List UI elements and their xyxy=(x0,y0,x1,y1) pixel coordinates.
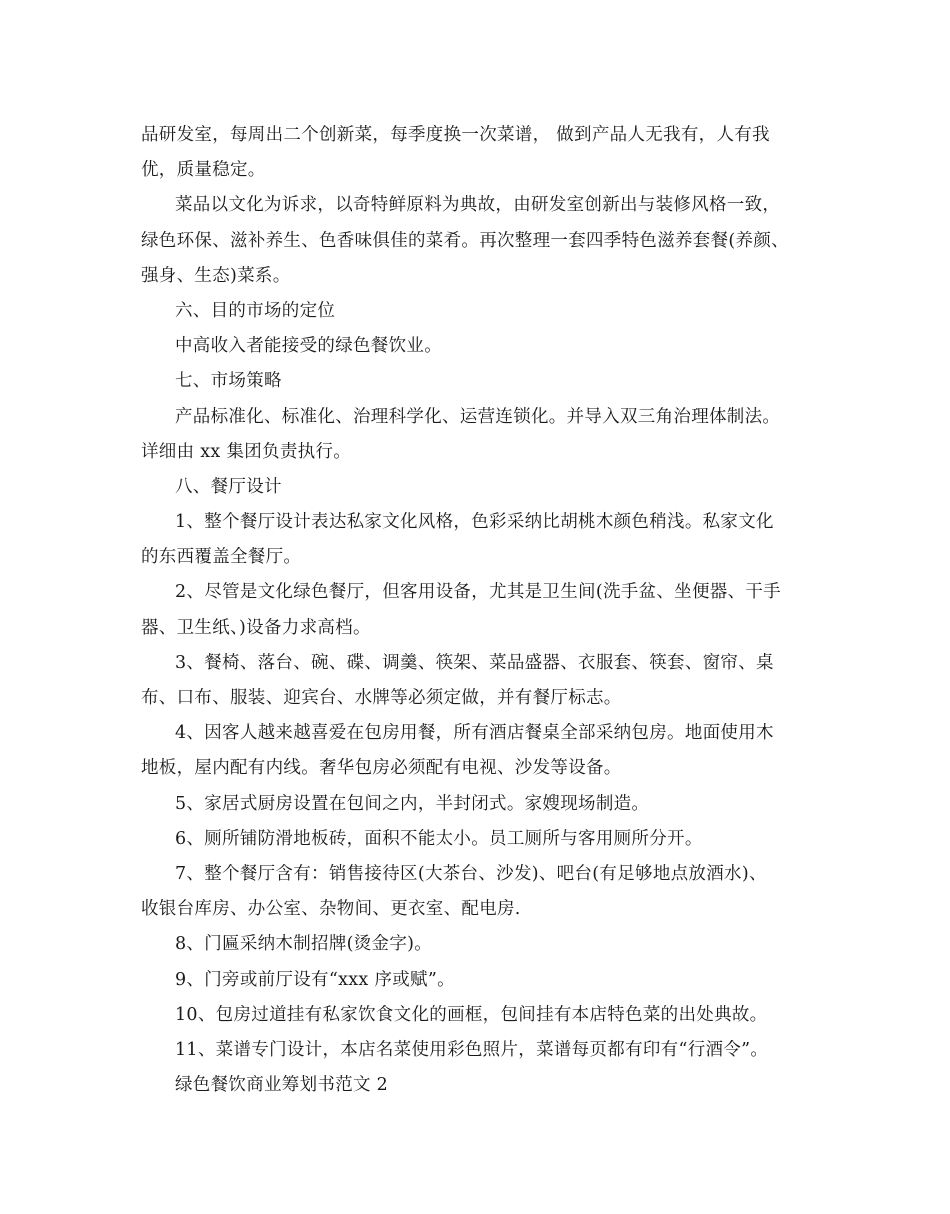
text-line: 地板，屋内配有内线。奢华包房必须配有电视、沙发等设备。 xyxy=(141,758,622,779)
text-line: 品研发室，每周出二个创新菜，每季度换一次菜谱， 做到产品人无我有，人有我 xyxy=(141,125,770,145)
text-line: 10、包房过道挂有私家饮食文化的画框，包间挂有本店特色菜的出处典故。 xyxy=(175,1004,768,1025)
text-line: 绿色环保、滋补养生、色香味俱佳的菜肴。再次整理一套四季特色滋养套餐(养颜、 xyxy=(141,230,789,251)
text-line: 八、餐厅设计 xyxy=(175,476,282,497)
text-line: 菜品以文化为诉求，以奇特鲜原料为典故，由研发室创新出与装修风格一致， xyxy=(175,195,781,216)
text-line: 1、整个餐厅设计表达私家文化风格，色彩采纳比胡桃木颜色稍浅。私家文化 xyxy=(175,512,774,533)
text-line: 收银台库房、办公室、杂物间、更衣室、配电房. xyxy=(141,899,521,920)
text-line: 7、整个餐厅含有：销售接待区(大茶台、沙发)、吧台(有足够地点放酒水)、 xyxy=(175,863,767,884)
text-line: 6、厕所铺防滑地板砖，面积不能太小。员工厕所与客用厕所分开。 xyxy=(175,828,703,849)
text-line: 3、餐椅、落台、碗、碟、调羹、筷架、菜品盛器、衣服套、筷套、窗帘、桌 xyxy=(175,652,774,673)
document-body xyxy=(141,118,821,1103)
text-line: 8、门匾采纳木制招牌(烫金字)。 xyxy=(175,934,433,955)
text-line: 优，质量稳定。 xyxy=(141,160,266,181)
text-line: 中高收入者能接受的绿色餐饮业。 xyxy=(175,336,442,357)
text-line: 绿色餐饮商业筹划书范文 2 xyxy=(175,1075,389,1096)
text-line: 七、市场策略 xyxy=(175,371,282,392)
text-line: 六、目的市场的定位 xyxy=(175,300,336,321)
text-line: 布、口布、服装、迎宾台、水牌等必须定做，并有餐厅标志。 xyxy=(141,688,622,708)
text-line: 4、因客人越来越喜爱在包房用餐，所有酒店餐桌全部采纳包房。地面使用木 xyxy=(175,723,774,744)
text-line: 2、尽管是文化绿色餐厅，但客用设备，尤其是卫生间(洗手盆、坐便器、干手 xyxy=(175,582,781,603)
text-line: 详细由 xx 集团负责执行。 xyxy=(141,441,352,462)
text-line: 5、家居式厨房设置在包间之内，半封闭式。家嫂现场制造。 xyxy=(175,793,650,814)
text-line: 器、卫生纸、)设备力求高档。 xyxy=(141,617,371,638)
text-line: 11、菜谱专门设计，本店名菜使用彩色照片，菜谱每页都有印有“行酒令”。 xyxy=(175,1039,769,1060)
text-line: 的东西覆盖全餐厅。 xyxy=(141,547,302,568)
text-line: 强身、生态)菜系。 xyxy=(141,265,291,286)
text-line: 产品标准化、标准化、治理科学化、运营连锁化。并导入双三角治理体制法。 xyxy=(175,406,781,427)
text-line: 9、门旁或前厅设有“xxx 序或赋”。 xyxy=(175,969,455,990)
